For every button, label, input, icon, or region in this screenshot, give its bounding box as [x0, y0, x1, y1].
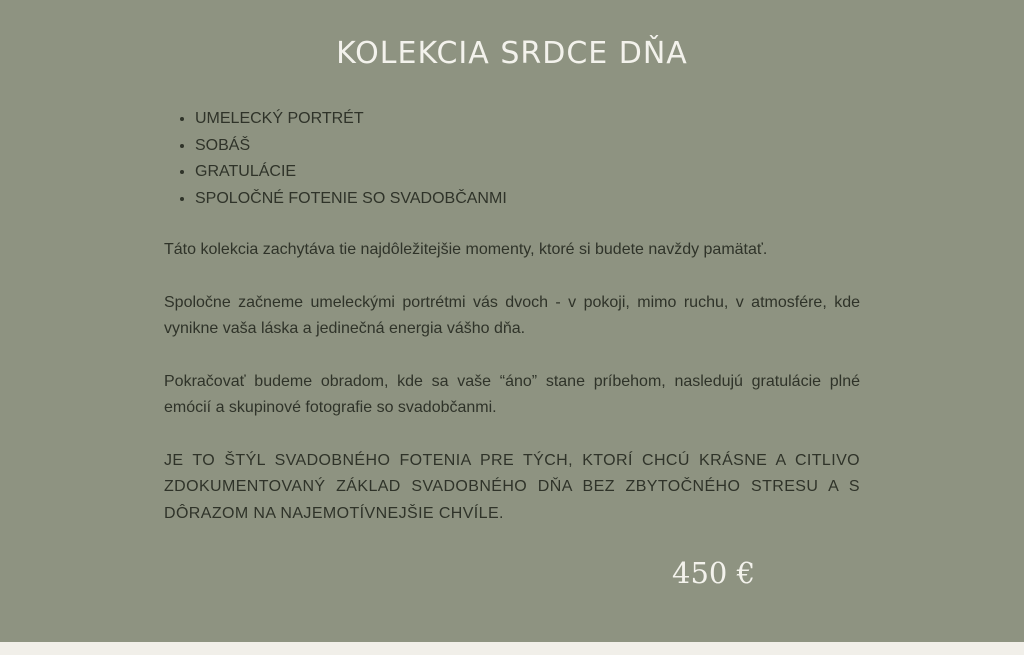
list-item-congratulations: • GRATULÁCIE	[195, 159, 860, 186]
intro-paragraph: Táto kolekcia zachytáva tie najdôležitejšie momenty, ktoré si budete navždy pamätať.	[164, 241, 768, 258]
collection-title: KOLEKCIA SRDCE DŇA	[336, 36, 688, 71]
included-items-list	[164, 106, 860, 212]
portraits-paragraph: Spoločne začneme umeleckými portrétmi vás dvoch - v pokoji, mimo ruchu, v atmosfére, kde vynikne vaša láska a jedinečná energia vášho dňa.	[164, 293, 860, 337]
collection-price: 450 €	[672, 556, 756, 590]
collection-content	[164, 106, 860, 553]
list-item-artistic-portrait: • UMELECKÝ PORTRÉT	[195, 106, 860, 133]
list-item-group-photos: • SPOLOČNÉ FOTENIE SO SVADOBČANMI	[195, 186, 860, 213]
summary-paragraph: JE TO ŠTÝL SVADOBNÉHO FOTENIA PRE TÝCH, KTORÍ CHCÚ KRÁSNE A CITLIVO ZDOKUMENTOVANÝ ZÁKLAD SVADOBNÉHO DŇA BEZ ZBYTOČNÉHO STRESU A S DÔRAZOM NA NAJEMOTÍVNEJŠIE CHVÍLE.	[164, 451, 860, 522]
page-bottom-strip	[0, 642, 1024, 655]
ceremony-paragraph: Pokračovať budeme obradom, kde sa vaše “áno” stane príbehom, nasledujú gratulácie plné emócií a skupinové fotografie so svadobčanmi.	[164, 372, 860, 416]
list-item-ceremony: • SOBÁŠ	[195, 133, 860, 160]
